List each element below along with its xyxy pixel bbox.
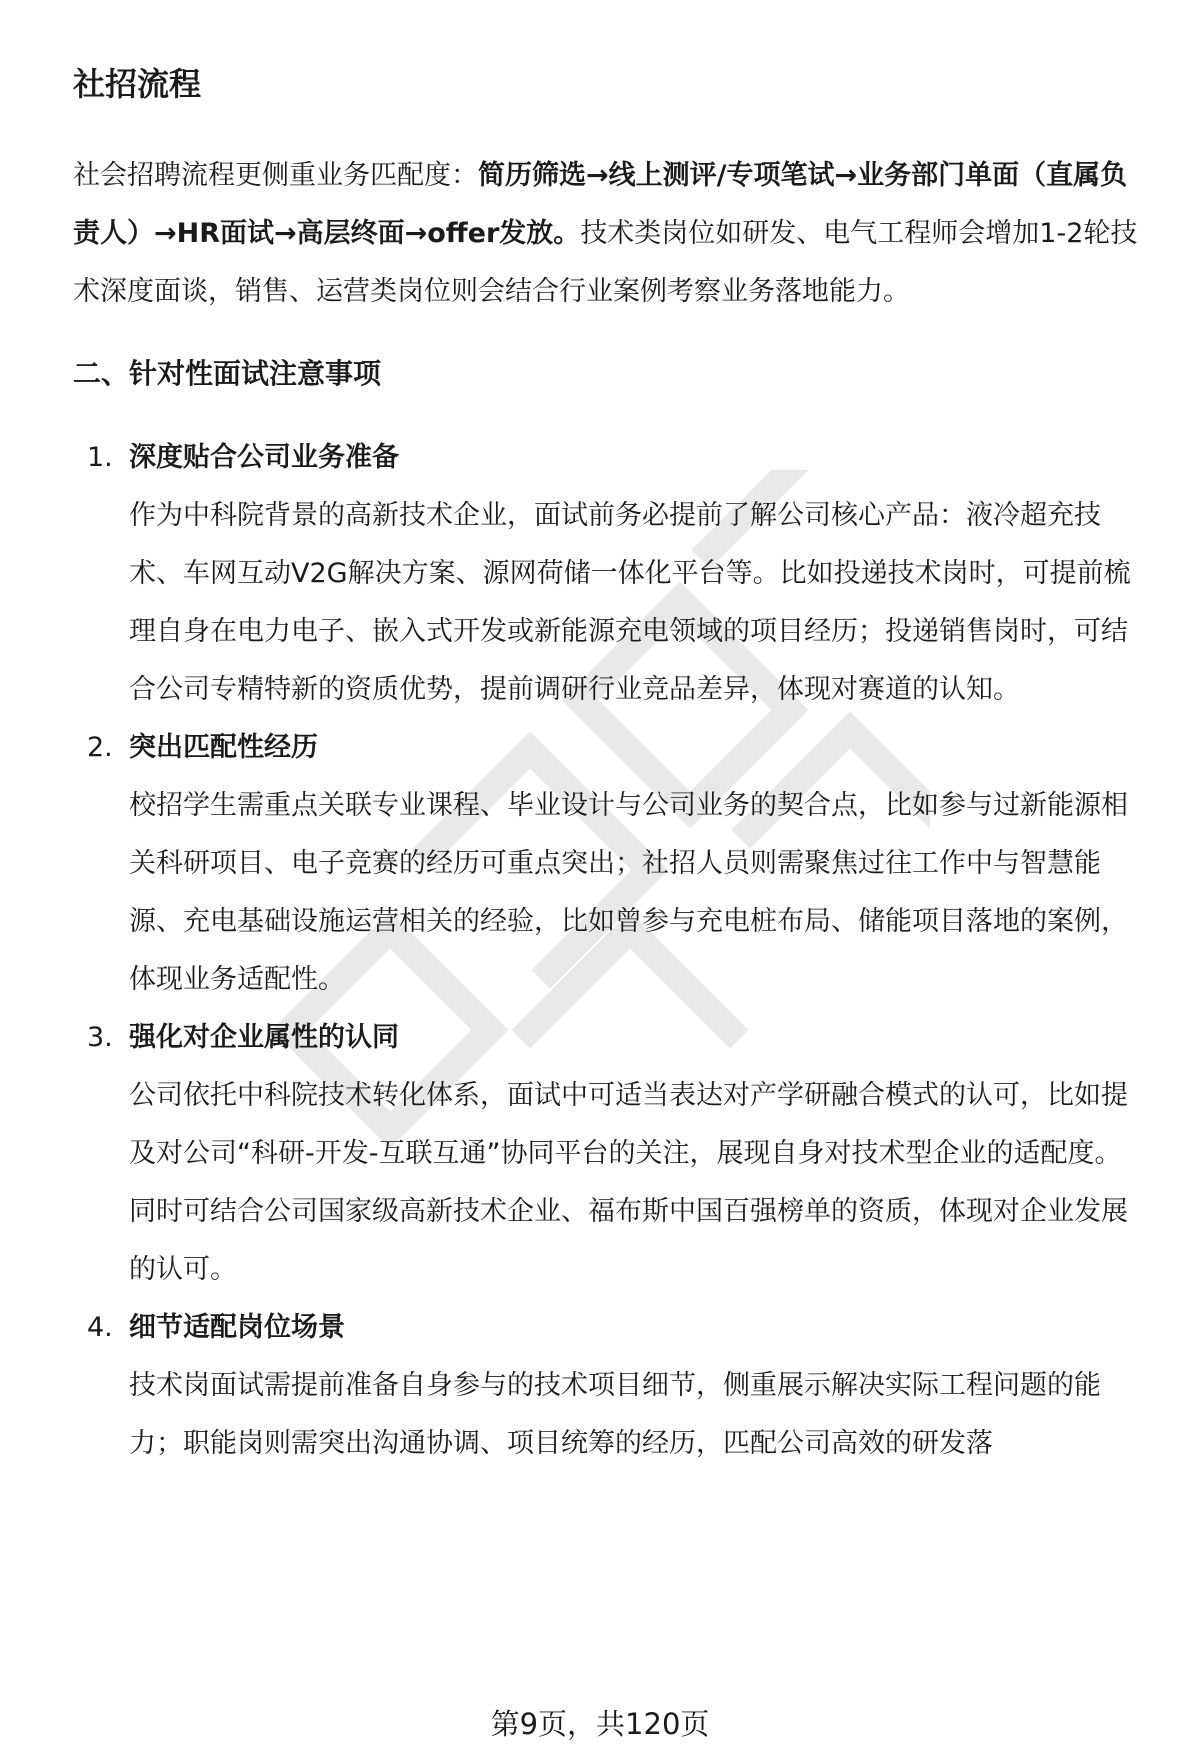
- list-item-body: 公司依托中科院技术转化体系，面试中可适当表达对产学研融合模式的认可，比如提及对公司“科研-开发-互联互通”协同平台的关注，展现自身对技术型企业的适配度。同时可结合公司国家级高新技术企业、福布斯中国百强榜单的资质，体现对企业发展的认可。: [129, 1079, 1128, 1285]
- list-item-title: 细节适配岗位场景: [129, 1311, 345, 1343]
- page-number-footer: 第9页，共120页: [490, 1707, 710, 1741]
- intro-paragraph: [73, 147, 1143, 321]
- list-item: [73, 1299, 1143, 1473]
- subsection-title: 二、针对性面试注意事项: [73, 356, 382, 390]
- list-number: 3.: [87, 1021, 113, 1053]
- list-number: 4.: [87, 1311, 113, 1343]
- tips-list: [73, 429, 1143, 1473]
- document-content: [73, 62, 1143, 1473]
- intro-tail: 技术类岗位如研发、电气工程师会增加1-2轮技术深度面谈，销售、运营类岗位则会结合行业案例考察业务落地能力。: [73, 217, 1138, 307]
- list-number: 2.: [87, 731, 113, 763]
- list-item-title: 强化对企业属性的认同: [129, 1021, 399, 1053]
- intro-lead: 社会招聘流程更侧重业务匹配度：: [73, 159, 478, 191]
- list-item: [73, 429, 1143, 719]
- list-item-body: 作为中科院背景的高新技术企业，面试前务必提前了解公司核心产品：液冷超充技术、车网互动V2G解决方案、源网荷储一体化平台等。比如投递技术岗时，可提前梳理自身在电力电子、嵌入式开发或新能源充电领域的项目经历；投递销售岗时，可结合公司专精特新的资质优势，提前调研行业竞品差异，体现对赛道的认知。: [129, 499, 1131, 705]
- list-item: [73, 1009, 1143, 1299]
- list-number: 1.: [87, 441, 113, 473]
- list-item-body: 校招学生需重点关联专业课程、毕业设计与公司业务的契合点，比如参与过新能源相关科研项目、电子竞赛的经历可重点突出；社招人员则需聚焦过往工作中与智慧能源、充电基础设施运营相关的经验，比如曾参与充电桩布局、储能项目落地的案例，体现业务适配性。: [129, 789, 1128, 995]
- list-item-title: 深度贴合公司业务准备: [129, 441, 399, 473]
- list-item: [73, 719, 1143, 1009]
- intro-flow: 简历筛选→线上测评/专项笔试→业务部门单面（直属负责人）→HR面试→高层终面→offer发放。: [73, 159, 1128, 249]
- section-title: 社招流程: [73, 65, 202, 103]
- list-item-body: 技术岗面试需提前准备自身参与的技术项目细节，侧重展示解决实际工程问题的能力；职能岗则需突出沟通协调、项目统筹的经历，匹配公司高效的研发落: [129, 1369, 1101, 1459]
- list-item-title: 突出匹配性经历: [129, 731, 318, 763]
